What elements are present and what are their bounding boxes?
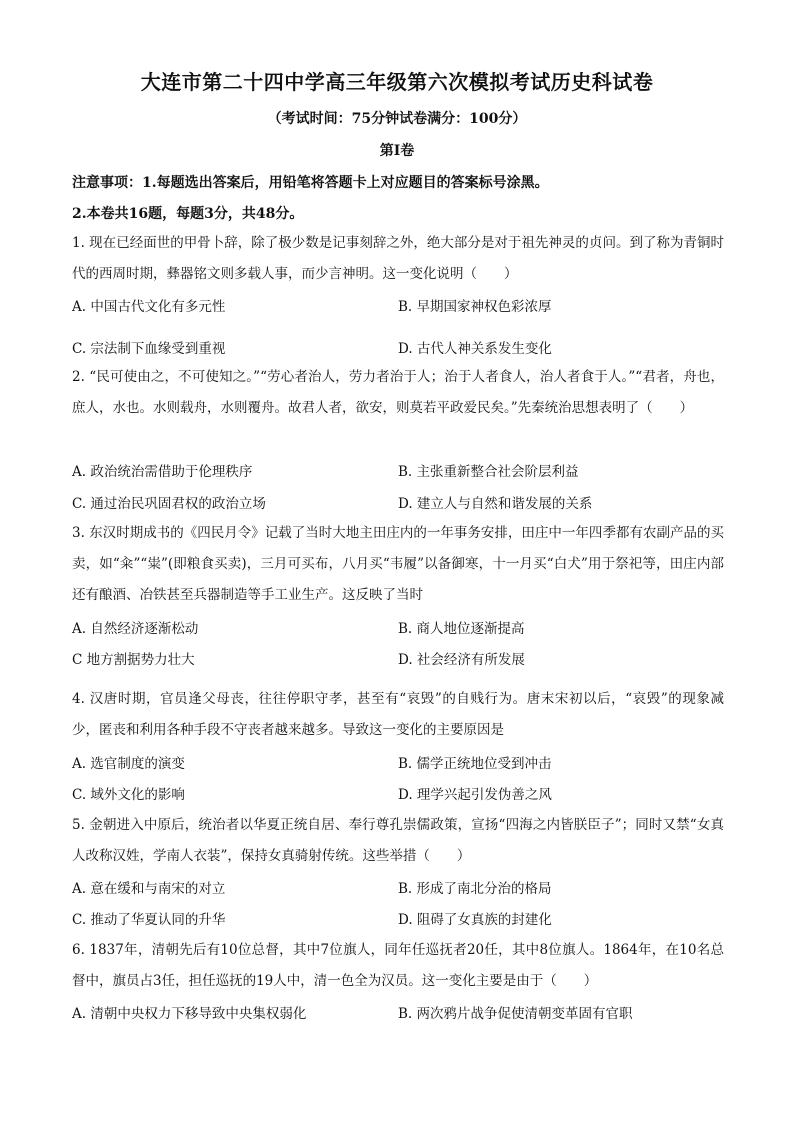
question-4-stem: 4. 汉唐时期，官员逢父母丧，往往停职守孝，甚至有“哀毁”的自贱行为。唐末宋初以后，“哀毁”的现象减少，匿丧和利用各种手段不守丧者越来越多。导致这一变化的主要原因是	[72, 691, 724, 738]
question-5-stem: 5. 金朝进入中原后，统治者以华夏正统自居、奉行尊孔崇儒政策，宣扬“四海之内皆朕臣子”；同时又禁“女真人改称汉姓，学南人衣装”，保持女真骑射传统。这些举措（ ）	[72, 817, 724, 864]
instructions-note-1: 注意事项：1.每题选出答案后，用铅笔将答题卡上对应题目的答案标号涂黑。	[72, 175, 549, 191]
question-5-option-d: D. 阻碍了女真族的封建化	[398, 912, 552, 928]
question-2-option-d: D. 建立人与自然和谐发展的关系	[398, 496, 593, 512]
question-6-stem: 6. 1837年，清朝先后有10位总督，其中7位旗人，同年任巡抚者20任，其中8位旗人。1864年，在10名总督中，旗员占3任，担任巡抚的19人中，清一色全为汉员。这一变化主要是由于（ ）	[72, 942, 724, 989]
question-1-option-c: C. 宗法制下血缘受到重视	[72, 341, 226, 357]
exam-title: 大连市第二十四中学高三年级第六次模拟考试历史科试卷	[140, 70, 654, 94]
question-1-stem: 1. 现在已经面世的甲骨卜辞，除了极少数是记事刻辞之外，绝大部分是对于祖先神灵的贞问。到了称为青铜时代的西周时期，彝器铭文则多载人事，而少言神明。这一变化说明（ ）	[72, 235, 724, 282]
question-3-option-c: C 地方割据势力壮大	[72, 652, 195, 668]
instructions-note-2: 2.本卷共16题，每题3分，共48分。	[72, 206, 304, 222]
question-1-option-a: A. 中国古代文化有多元性	[72, 299, 226, 315]
question-4-option-a: A. 选官制度的演变	[72, 756, 185, 772]
question-1-option-b: B. 早期国家神权色彩浓厚	[398, 299, 552, 315]
question-5-option-c: C. 推动了华夏认同的升华	[72, 912, 226, 928]
question-2-option-c: C. 通过治民巩固君权的政治立场	[72, 496, 266, 512]
question-2-option-a: A. 政治统治需借助于伦理秩序	[72, 464, 253, 480]
question-2-option-b: B. 主张重新整合社会阶层利益	[398, 464, 579, 480]
question-3-option-a: A. 自然经济逐渐松动	[72, 621, 199, 637]
question-4-option-c: C. 域外文化的影响	[72, 787, 185, 803]
question-5-option-b: B. 形成了南北分治的格局	[398, 881, 552, 897]
exam-subtitle: （考试时间：75分钟试卷满分：100分）	[267, 111, 527, 127]
question-4-option-d: D. 理学兴起引发伪善之风	[398, 787, 552, 803]
question-5-option-a: A. 意在缓和与南宋的对立	[72, 881, 226, 897]
section-heading: 第Ⅰ卷	[379, 143, 415, 159]
question-3-stem: 3. 东汉时期成书的《四民月令》记载了当时大地主田庄内的一年事务安排，田庄中一年四季都有农副产品的买卖，如“籴”“粜”(即粮食买卖)，三月可买布，八月买“韦履”以备御寒，十一月买“白犬”用于祭祀等，田庄内部还有酿酒、冶铁甚至兵器制造等手工业生产。这反映了当时	[72, 525, 724, 603]
question-2-stem: 2. “民可使由之，不可使知之。”“劳心者治人，劳力者治于人；治于人者食人，治人者食于人。”“君者，舟也，庶人，水也。水则载舟，水则覆舟。故君人者，欲安，则莫若平政爱民矣。”先秦统治思想表明了（ ）	[72, 369, 724, 416]
question-4-option-b: B. 儒学正统地位受到冲击	[398, 756, 552, 772]
question-3-option-b: B. 商人地位逐渐提高	[398, 621, 525, 637]
question-3-option-d: D. 社会经济有所发展	[398, 652, 525, 668]
question-6-option-a: A. 清朝中央权力下移导致中央集权弱化	[72, 1006, 307, 1022]
question-6-option-b: B. 两次鸦片战争促使清朝变革固有官职	[398, 1006, 633, 1022]
question-1-option-d: D. 古代人神关系发生变化	[398, 341, 552, 357]
